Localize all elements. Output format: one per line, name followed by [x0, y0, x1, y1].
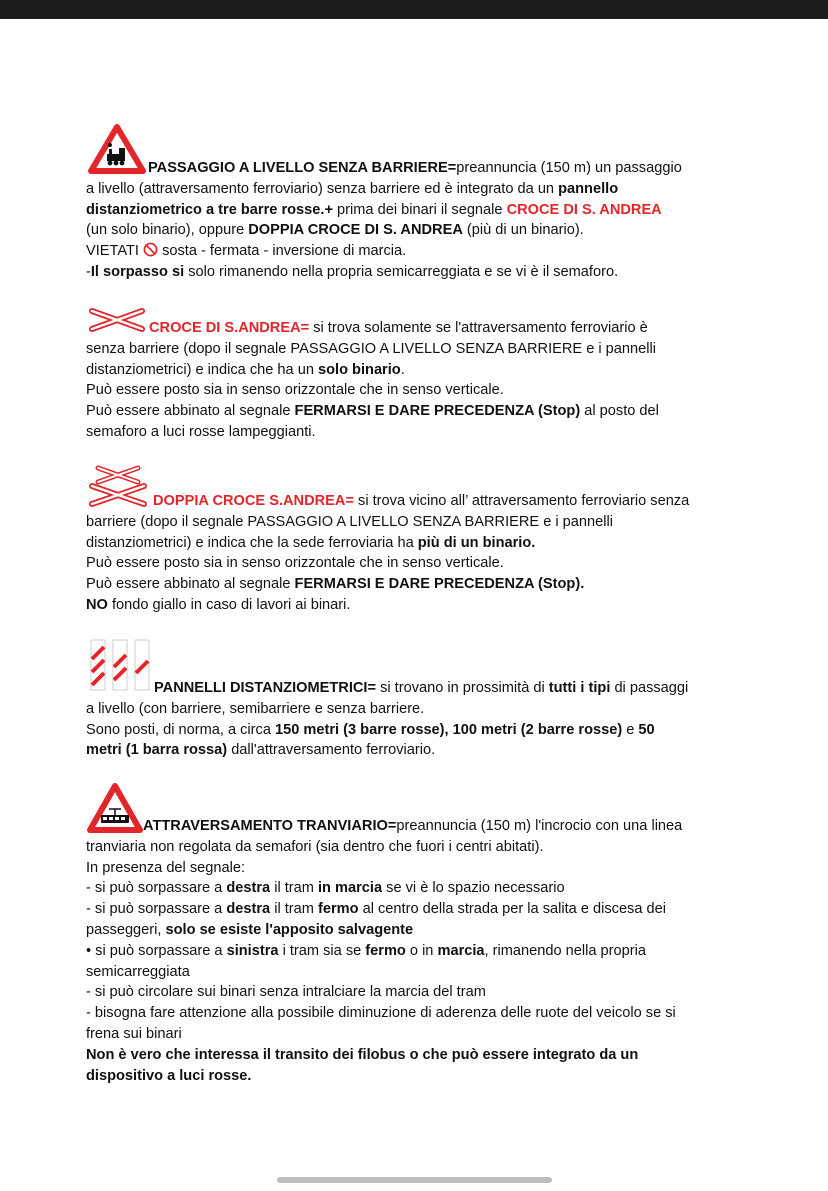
- text: solo rimanendo nella propria semicarreggiata e se vi è il semaforo.: [184, 263, 619, 280]
- text: se vi è lo spazio necessario: [382, 880, 565, 897]
- line: frena sui binari: [86, 1025, 182, 1042]
- line: Può essere posto sia in senso orizzontale che in senso verticale.: [86, 382, 504, 399]
- text: Può essere abbinato al segnale: [86, 403, 295, 420]
- text: preannuncia (150 m) un passaggio: [456, 160, 682, 176]
- status-bar: [0, 0, 828, 19]
- bold-text: Il sorpasso si: [90, 263, 185, 280]
- text: , rimanendo nella propria: [484, 942, 646, 959]
- text: preannuncia (150 m) l'incrocio con una linea: [396, 818, 683, 834]
- section-pannelli: [86, 678, 746, 761]
- bold-text: fermo: [318, 901, 359, 918]
- section-title: CROCE DI S.ANDREA=: [149, 320, 310, 336]
- section-passaggio-livello: [86, 158, 746, 283]
- text: dall'attraversamento ferroviario.: [227, 742, 436, 759]
- line: a livello (con barriere, semibarriere e senza barriere.: [86, 700, 425, 717]
- text: e: [622, 721, 639, 738]
- text: (più di un binario).: [462, 222, 584, 239]
- line: [86, 491, 746, 512]
- bold-text: distanziometrico a tre barre rosse.+: [86, 201, 333, 218]
- line: - si può circolare sui binari senza intralciare la marcia del tram: [86, 984, 486, 1001]
- text: di passaggi: [610, 680, 689, 696]
- text: distanziometrici) e indica che ha un: [86, 361, 318, 378]
- bold-text: 50: [638, 721, 655, 738]
- bold-text: NO: [86, 596, 108, 613]
- section-title: DOPPIA CROCE S.ANDREA=: [153, 493, 354, 509]
- bold-text: marcia: [437, 942, 485, 959]
- bold-text: DOPPIA CROCE DI S. ANDREA: [248, 222, 463, 239]
- line: Non è vero che interessa il transito dei filobus o che può essere integrato da un: [86, 1046, 639, 1063]
- bold-text: solo se esiste l'apposito salvagente: [165, 921, 414, 938]
- text: il tram: [270, 901, 318, 918]
- bold-text: 150 metri (3 barre rosse), 100 metri (2 barre rosse): [275, 721, 623, 738]
- section-title: PASSAGGIO A LIVELLO SENZA BARRIERE=: [148, 160, 457, 176]
- line: [86, 241, 746, 262]
- section-title: ATTRAVERSAMENTO TRANVIARIO=: [143, 818, 397, 834]
- text: passeggeri,: [86, 921, 166, 938]
- bold-text: fermo: [365, 942, 406, 959]
- bold-text: pannello: [558, 180, 619, 197]
- text: .: [400, 361, 405, 378]
- text: si trova solamente se l'attraversamento ferroviario è: [309, 320, 648, 336]
- bold-text: tutti i tipi: [548, 680, 611, 696]
- line: senza barriere (dopo il segnale PASSAGGIO A LIVELLO SENZA BARRIERE e i pannelli: [86, 340, 656, 357]
- line: [86, 878, 746, 899]
- bold-text: destra: [226, 880, 271, 897]
- line: [86, 595, 746, 616]
- text: distanziometrici) e indica che la sede ferroviaria ha: [86, 534, 418, 551]
- text: il tram: [270, 880, 318, 897]
- bold-text: sinistra: [226, 942, 279, 959]
- line: - bisogna fare attenzione alla possibile diminuzione di aderenza delle ruote del veicolo se si: [86, 1005, 676, 1022]
- text: o in: [405, 942, 438, 959]
- text: VIETATI: [86, 243, 144, 260]
- line: tranviaria non regolata da semafori (sia dentro che fuori i centri abitati).: [86, 838, 544, 855]
- line: [86, 200, 746, 221]
- line: [86, 941, 746, 962]
- text: sosta - fermata - inversione di marcia.: [158, 243, 407, 260]
- home-indicator[interactable]: [277, 1177, 552, 1183]
- line: [86, 533, 746, 554]
- line: [86, 574, 746, 595]
- text: al centro della strada per la salita e discesa dei: [358, 901, 666, 918]
- line: [86, 158, 746, 179]
- no-entry-icon: [143, 242, 158, 257]
- text: (un solo binario), oppure: [86, 222, 249, 239]
- text: al posto del: [580, 403, 659, 420]
- bold-text: FERMARSI E DARE PRECEDENZA (Stop): [294, 403, 581, 420]
- line: barriere (dopo il segnale PASSAGGIO A LIVELLO SENZA BARRIERE e i pannelli: [86, 513, 613, 530]
- bold-text: metri (1 barra rossa): [86, 742, 228, 759]
- text: -: [86, 263, 91, 280]
- line: [86, 318, 746, 339]
- bold-text: più di un binario.: [417, 534, 536, 551]
- text: i tram sia se: [278, 942, 366, 959]
- text: Può essere abbinato al segnale: [86, 576, 295, 593]
- text: Sono posti, di norma, a circa: [86, 721, 275, 738]
- text: a livello (attraversamento ferroviario) senza barriere ed è integrato da un: [86, 180, 559, 197]
- bold-text: destra: [226, 901, 271, 918]
- line: [86, 816, 746, 837]
- line: [86, 740, 746, 761]
- line: [86, 678, 746, 699]
- text: - si può sorpassare a: [86, 901, 227, 918]
- line: semaforo a luci rosse lampeggianti.: [86, 423, 316, 440]
- section-doppia-croce: [86, 491, 746, 616]
- line: [86, 401, 746, 422]
- text: si trovano in prossimità di: [376, 680, 549, 696]
- section-tranviario: [86, 816, 746, 1086]
- section-title: PANNELLI DISTANZIOMETRICI=: [154, 680, 377, 696]
- line: [86, 360, 746, 381]
- text: • si può sorpassare a: [86, 942, 227, 959]
- text: prima dei binari il segnale: [332, 201, 507, 218]
- text: - si può sorpassare a: [86, 880, 227, 897]
- bold-text: FERMARSI E DARE PRECEDENZA (Stop).: [294, 576, 585, 593]
- line: [86, 179, 746, 200]
- line: [86, 220, 746, 241]
- line: In presenza del segnale:: [86, 859, 246, 876]
- bold-text: in marcia: [318, 880, 383, 897]
- line: semicarreggiata: [86, 963, 190, 980]
- line: [86, 920, 746, 941]
- red-text: CROCE DI S. ANDREA: [506, 201, 662, 218]
- line: [86, 720, 746, 741]
- line: dispositivo a luci rosse.: [86, 1067, 252, 1084]
- bold-text: solo binario: [318, 361, 401, 378]
- text: fondo giallo in caso di lavori ai binari.: [107, 596, 351, 613]
- line: [86, 262, 746, 283]
- section-croce-sandrea: [86, 318, 746, 443]
- text: si trova vicino all’ attraversamento ferroviario senza: [353, 493, 690, 509]
- line: Può essere posto sia in senso orizzontale che in senso verticale.: [86, 555, 504, 572]
- line: [86, 899, 746, 920]
